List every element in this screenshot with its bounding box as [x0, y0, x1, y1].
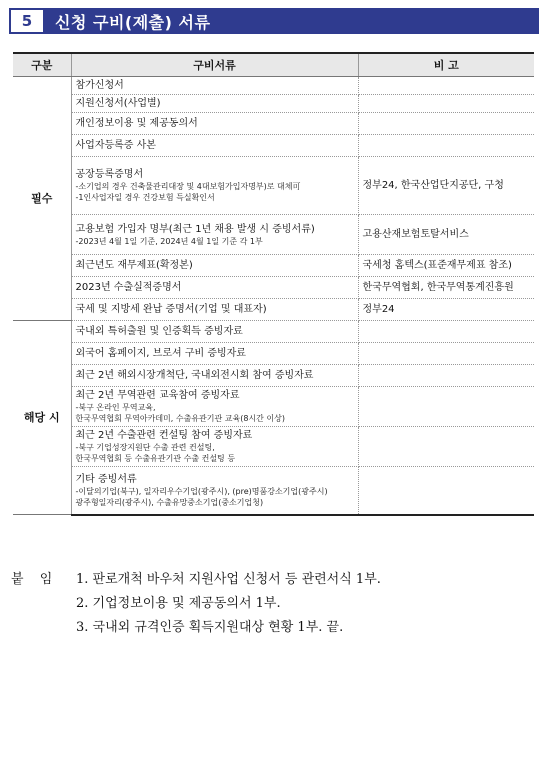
document-name: 공장등록증명서: [75, 169, 144, 180]
table-row: [13, 215, 534, 255]
table-row: [13, 343, 534, 365]
table-row: [13, 427, 534, 467]
document-cell: [71, 321, 358, 343]
section-title: 신청 구비(제출) 서류: [55, 12, 211, 32]
section-header: [9, 8, 539, 34]
note-cell: [358, 365, 534, 387]
document-detail: -2023년 4월 1일 기준, 2024년 4월 1일 기준 각 1부: [75, 236, 263, 246]
note-cell: 국세청 홈텍스(표준재무제표 참조): [358, 255, 534, 277]
document-cell: [71, 215, 358, 255]
table-body: [13, 77, 534, 515]
note-cell: [358, 113, 534, 135]
table-row: [13, 255, 534, 277]
document-detail: -북구 온라인 무역교육,: [75, 403, 156, 412]
document-cell: [71, 299, 358, 321]
attachment-item: 1. 판로개척 바우처 지원사업 신청서 등 관련서식 1부.: [76, 572, 381, 587]
required-documents-table: [13, 52, 534, 516]
document-cell: [71, 255, 358, 277]
table-row: [13, 365, 534, 387]
document-name: 개인정보이용 및 제공동의서: [75, 118, 198, 129]
note-cell: [358, 343, 534, 365]
note-cell: [358, 387, 534, 427]
document-name: 국세 및 지방세 완납 증명서(기업 및 대표자): [75, 304, 267, 315]
category-cell: 해당 시: [13, 321, 71, 515]
header-note: 비 고: [358, 53, 534, 77]
header-category: 구분: [13, 53, 71, 77]
table-row: [13, 157, 534, 215]
document-detail: -이달의기업(북구), 일자리우수기업(광주시), (pre)명품강소기업(광주시): [75, 486, 328, 496]
document-cell: [71, 77, 358, 95]
document-cell: [71, 343, 358, 365]
note-cell: 정부24, 한국산업단지공단, 구청: [358, 157, 534, 215]
document-cell: [71, 277, 358, 299]
document-detail: 한국무역협회 무역아카데미, 수출유관기관 교육(8시간 이상): [75, 414, 286, 423]
table-row: [13, 387, 534, 427]
note-cell: [358, 135, 534, 157]
table-row: [13, 95, 534, 113]
attachment-label: 붙 임: [11, 572, 59, 587]
document-name: 지원신청서(사업별): [75, 98, 161, 109]
header-documents: 구비서류: [71, 53, 358, 77]
document-cell: [71, 427, 358, 467]
note-cell: [358, 427, 534, 467]
document-detail: -소기업의 경우 건축물관리대장 및 4대보험가입자명부)로 대체可: [75, 182, 301, 191]
document-name: 참가신청서: [75, 80, 124, 91]
document-name: 사업자등록증 사본: [75, 140, 156, 151]
table-row: [13, 299, 534, 321]
document-cell: [71, 387, 358, 427]
document-cell: [71, 113, 358, 135]
note-cell: [358, 321, 534, 343]
attachment-row: [11, 616, 536, 640]
attachment-row: [11, 592, 536, 616]
table-row: [13, 467, 534, 515]
table-row: [13, 321, 534, 343]
document-cell: [71, 467, 358, 515]
section-number: 5: [9, 8, 45, 34]
document-name: 국내외 특허출원 및 인증획득 증빙자료: [75, 326, 243, 337]
attachment-item: 3. 국내외 규격인증 획득지원대상 현황 1부. 끝.: [76, 620, 344, 635]
document-detail: -북구 기업성장지원단 수출 관련 컨설팅,: [75, 443, 215, 452]
document-detail: -1인사업자일 경우 건강보험 득실확인서: [75, 193, 215, 202]
attachment-item: 2. 기업정보이용 및 제공동의서 1부.: [76, 596, 281, 611]
document-cell: [71, 95, 358, 113]
note-cell: [358, 95, 534, 113]
table-header-row: [13, 53, 534, 77]
document-name: 외국어 홈페이지, 브로셔 구비 증빙자료: [75, 348, 246, 359]
table-row: [13, 277, 534, 299]
note-cell: [358, 77, 534, 95]
document-name: 고용보험 가입자 명부(최근 1년 채용 발생 시 증빙서류): [75, 223, 315, 235]
document-cell: [71, 365, 358, 387]
document-cell: [71, 135, 358, 157]
table-row: [13, 135, 534, 157]
category-cell: 필수: [13, 77, 71, 321]
document-name: 최근 2년 수출관련 컨설팅 참여 증빙자료: [75, 430, 253, 441]
document-detail: 광주형일자리(광주시), 수출유망중소기업(중소기업청): [75, 497, 264, 507]
note-cell: 정부24: [358, 299, 534, 321]
document-name: 최근 2년 해외시장개척단, 국내외전시회 참여 증빙자료: [75, 370, 314, 381]
table-row: [13, 77, 534, 95]
table-row: [13, 113, 534, 135]
note-cell: 고용산재보험토탈서비스: [358, 215, 534, 255]
document-name: 최근년도 재무제표(확정본): [75, 260, 193, 271]
document-name: 2023년 수출실적증명서: [75, 282, 182, 293]
document-cell: [71, 157, 358, 215]
document-name: 기타 증빙서류: [75, 473, 137, 485]
document-detail: 한국무역협회 등 수출유관기관 수출 컨설팅 등: [75, 454, 236, 463]
attachment-row: [11, 568, 536, 592]
note-cell: [358, 467, 534, 515]
document-name: 최근 2년 무역관련 교육참여 증빙자료: [75, 390, 240, 401]
note-cell: 한국무역협회, 한국무역통계진흥원: [358, 277, 534, 299]
attachments: [11, 568, 536, 640]
